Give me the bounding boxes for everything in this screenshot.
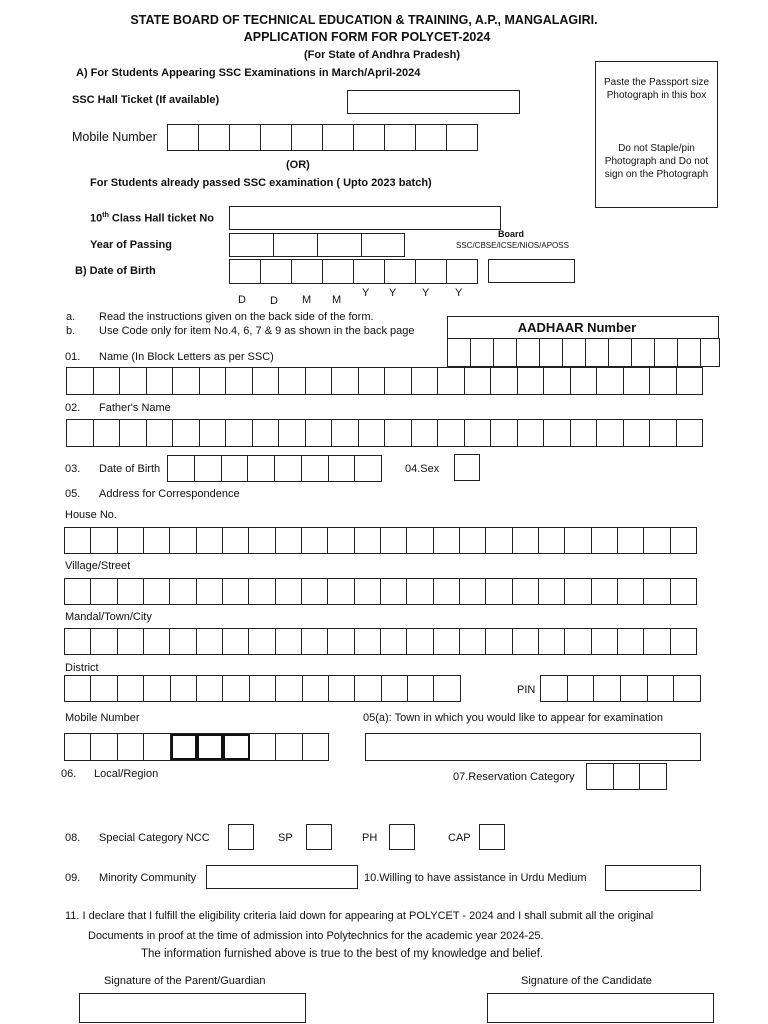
sex-field[interactable] xyxy=(454,454,480,481)
photo-box[interactable] xyxy=(595,61,718,208)
name-label: Name (In Block Letters as per SSC) xyxy=(99,351,274,363)
dob-letter-m2: M xyxy=(332,294,342,306)
passed-ssc-label: For Students already passed SSC examination ( Upto 2023 batch) xyxy=(90,177,432,189)
dob-letter-m1: M xyxy=(302,294,312,306)
declaration-line-2: Documents in proof at the time of admission into Polytechnics for the academic year 2024-25. xyxy=(88,930,544,942)
dob-letter-d1: D xyxy=(238,294,246,306)
mandal-town-city-boxes[interactable] xyxy=(64,628,697,655)
reservation-category-label: 07.Reservation Category xyxy=(453,771,575,783)
mandal-town-city-label: Mandal/Town/City xyxy=(65,611,152,623)
parent-signature-label: Signature of the Parent/Guardian xyxy=(104,975,266,987)
aadhaar-header xyxy=(447,316,719,339)
mobile-number-boxes-a[interactable] xyxy=(167,124,478,151)
mobile-number-boxes[interactable] xyxy=(64,733,329,761)
aadhaar-label: AADHAAR Number xyxy=(517,320,637,335)
tenth-hall-ticket-field[interactable] xyxy=(229,206,501,230)
field-08-number: 08. xyxy=(65,832,81,844)
field-02-number: 02. xyxy=(65,402,81,414)
reservation-category-boxes[interactable] xyxy=(586,763,667,790)
district-label: District xyxy=(65,662,99,674)
house-no-label: House No. xyxy=(65,509,117,521)
cap-label: CAP xyxy=(448,832,471,844)
ncc-field[interactable] xyxy=(228,824,254,850)
instruction-b-marker: b. xyxy=(66,325,76,337)
declaration-line-1: 11. I declare that I fulfill the eligibility criteria laid down for appearing at POLYCET - 2024 and I shall submit all the original xyxy=(65,910,654,922)
declaration-line-3: The information furnished above is true to the best of my knowledge and belief. xyxy=(141,948,544,960)
year-of-passing-label: Year of Passing xyxy=(90,239,172,251)
ssc-hall-ticket-field[interactable] xyxy=(347,90,520,114)
dob-letter-y2: Y xyxy=(389,287,397,299)
sp-field[interactable] xyxy=(306,824,332,850)
cap-field[interactable] xyxy=(479,824,505,850)
header-line-1: STATE BOARD OF TECHNICAL EDUCATION & TRAINING, A.P., MANGALAGIRI. xyxy=(130,13,598,27)
instruction-a-marker: a. xyxy=(66,311,76,323)
instruction-b: Use Code only for item No.4, 6, 7 & 9 as shown in the back page xyxy=(99,325,415,337)
pin-boxes[interactable] xyxy=(540,675,701,702)
candidate-signature-field[interactable] xyxy=(487,993,714,1023)
photo-instruction: Paste the Passport size Photograph in this box xyxy=(603,77,710,101)
special-category-ncc-label: Special Category NCC xyxy=(99,832,210,844)
year-of-passing-boxes[interactable] xyxy=(229,233,405,257)
exam-town-field[interactable] xyxy=(365,733,701,761)
pin-label: PIN xyxy=(517,684,536,696)
dob-letter-y1: Y xyxy=(362,287,370,299)
ph-field[interactable] xyxy=(389,824,415,850)
sex-label: 04.Sex xyxy=(405,463,440,475)
parent-signature-field[interactable] xyxy=(79,993,306,1023)
section-a-title: A) For Students Appearing SSC Examinations in March/April-2024 xyxy=(76,67,421,79)
form-subtitle: (For State of Andhra Pradesh) xyxy=(303,49,461,61)
field-01-number: 01. xyxy=(65,351,81,363)
minority-community-label: Minority Community xyxy=(99,872,197,884)
field-09-number: 09. xyxy=(65,872,81,884)
sp-label: SP xyxy=(278,832,293,844)
candidate-signature-label: Signature of the Candidate xyxy=(521,975,652,987)
board-options: SSC/CBSE/ICSE/NIOS/APOSS xyxy=(456,241,569,250)
aadhaar-boxes[interactable] xyxy=(447,338,720,367)
field-06-number: 06. xyxy=(61,768,77,780)
exam-town-label: 05(a): Town in which you would like to appear for examination xyxy=(363,712,664,724)
board-field[interactable] xyxy=(488,259,575,283)
ssc-hall-ticket-label: SSC Hall Ticket (If available) xyxy=(72,94,220,106)
dob-boxes[interactable] xyxy=(167,455,382,482)
form-title: APPLICATION FORM FOR POLYCET-2024 xyxy=(243,30,491,44)
urdu-medium-field[interactable] xyxy=(605,865,701,891)
ph-label: PH xyxy=(362,832,378,844)
mobile-number-label-a: Mobile Number xyxy=(72,130,157,144)
field-05-number: 05. xyxy=(65,488,81,500)
village-street-label: Village/Street xyxy=(65,560,131,572)
local-region-label: Local/Region xyxy=(94,768,159,780)
village-street-boxes[interactable] xyxy=(64,578,697,605)
field-03-number: 03. xyxy=(65,463,81,475)
father-name-boxes[interactable] xyxy=(66,419,703,447)
board-label: Board xyxy=(498,229,525,239)
photo-warning: Do not Staple/pin Photograph and Do not sign on the Photograph xyxy=(604,143,709,180)
address-label: Address for Correspondence xyxy=(99,488,240,500)
dob-letter-d2: D xyxy=(270,295,278,307)
dob-letter-y4: Y xyxy=(455,287,463,299)
house-no-boxes[interactable] xyxy=(64,527,697,554)
urdu-medium-label: 10.Willing to have assistance in Urdu Medium xyxy=(364,872,587,884)
minority-community-field[interactable] xyxy=(206,865,358,889)
mobile-number-label: Mobile Number xyxy=(65,712,140,724)
instruction-a: Read the instructions given on the back side of the form. xyxy=(99,311,374,323)
father-name-label: Father's Name xyxy=(99,402,171,414)
district-boxes[interactable] xyxy=(64,675,461,702)
tenth-hall-ticket-label: 10th Class Hall ticket No xyxy=(90,212,215,225)
dob-boxes-b[interactable] xyxy=(229,259,478,284)
or-separator: (OR) xyxy=(286,159,310,171)
name-boxes[interactable] xyxy=(66,367,703,395)
section-b-dob-label: B) Date of Birth xyxy=(75,265,156,277)
dob-label: Date of Birth xyxy=(99,463,161,475)
header-title xyxy=(0,13,728,27)
dob-letter-y3: Y xyxy=(422,287,430,299)
